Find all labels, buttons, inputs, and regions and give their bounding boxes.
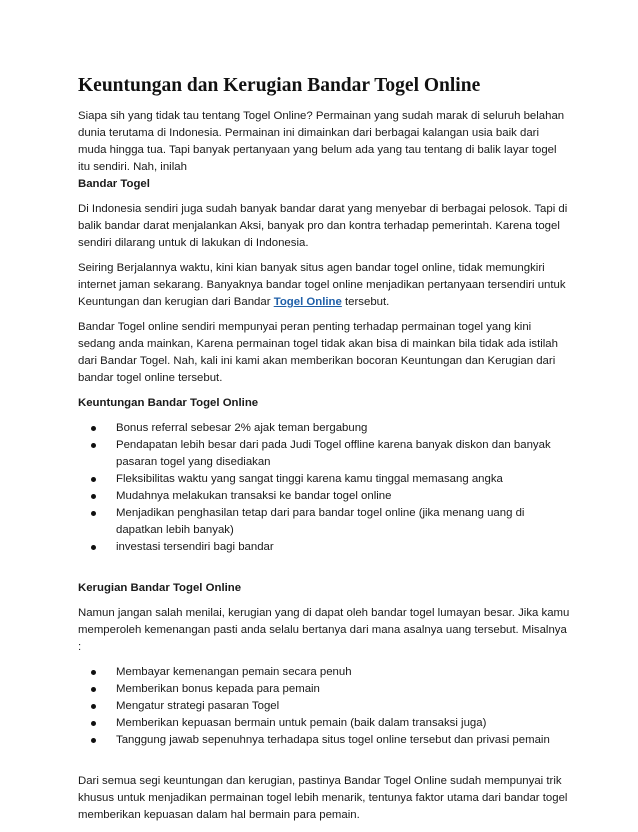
list-item: investasi tersendiri bagi bandar — [86, 539, 570, 556]
togel-online-link[interactable]: Togel Online — [273, 296, 342, 308]
list-item: Bonus referral sebesar 2% ajak teman bergabung — [86, 420, 570, 437]
paragraph-bandar-role: Bandar Togel online sendiri mempunyai peran penting terhadap permainan togel yang kini sedang anda mainkan, Karena permainan togel tidak akan bisa di mainkan bila tidak ada istilah dari Bandar Togel. Nah, kali ini kami akan memberikan bocoran Keuntungan dan Kerugian dari bandar togel online tersebut. — [78, 321, 558, 384]
spacer — [78, 757, 570, 773]
list-item: Mengatur strategi pasaran Togel — [86, 698, 570, 715]
spacer — [78, 564, 570, 580]
list-item: Menjadikan penghasilan tetap dari para bandar togel online (jika menang uang di dapatkan lebih banyak) — [86, 505, 570, 539]
paragraph-online-agents — [78, 260, 570, 311]
list-item: Pendapatan lebih besar dari pada Judi Togel offline karena banyak diskon dan banyak pasaran togel yang disediakan — [86, 437, 570, 471]
list-item: Memberikan kepuasan bermain untuk pemain (baik dalam transaksi juga) — [86, 715, 570, 732]
list-item: Memberikan bonus kepada para pemain — [86, 681, 570, 698]
page-title: Keuntungan dan Kerugian Bandar Togel Online — [78, 75, 481, 96]
document-page — [78, 74, 570, 832]
keuntungan-list — [78, 420, 570, 556]
list-item: Tanggung jawab sepenuhnya terhadapa situs togel online tersebut dan privasi pemain — [86, 732, 570, 749]
kerugian-list — [78, 664, 570, 749]
paragraph-online-agents-text: Seiring Berjalannya waktu, kini kian banyak situs agen bandar togel online, tidak memungkiri internet jaman sekarang. Banyaknya bandar togel online menjadikan pertanyaan tersendiri untuk Keuntungan dan kerugian dari Bandar — [78, 262, 566, 308]
kerugian-heading: Kerugian Bandar Togel Online — [78, 582, 242, 594]
keuntungan-heading: Keuntungan Bandar Togel Online — [78, 397, 259, 409]
paragraph-indonesia: Di Indonesia sendiri juga sudah banyak bandar darat yang menyebar di berbagai pelosok. Tapi di balik bandar darat menjalankan Aksi, banyak pro dan kontra terhadap pemerintah. Karena togel sendiri dilarang untuk di lakukan di Indonesia. — [78, 203, 568, 249]
list-item: Mudahnya melakukan transaksi ke bandar togel online — [86, 488, 570, 505]
list-item: Membayar kemenangan pemain secara penuh — [86, 664, 570, 681]
intro-paragraph — [78, 108, 570, 193]
conclusion-paragraph: Dari semua segi keuntungan dan kerugian, pastinya Bandar Togel Online sudah mempunyai trik khusus untuk menjadikan permainan togel lebih menarik, tentunya faktor utama dari bandar togel memberikan kepuasan dalam hal bermain para pemain. — [78, 775, 568, 821]
kerugian-intro: Namun jangan salah menilai, kerugian yang di dapat oleh bandar togel lumayan besar. Jika kamu memperoleh kemenangan pasti anda selalu bertanya dari mana asalnya uang tersebut. Misalnya : — [78, 607, 570, 653]
paragraph-online-agents-after: tersebut. — [345, 296, 390, 308]
intro-text: Siapa sih yang tidak tau tentang Togel Online? Permainan yang sudah marak di seluruh belahan dunia terutama di Indonesia. Permainan ini dimainkan dari berbagai kalangan usia baik dari muda hingga tua. Tapi banyak pertanyaan yang belum ada yang tau tentang di balik layar togel itu sendiri. Nah, inilah — [78, 110, 565, 173]
list-item: Fleksibilitas waktu yang sangat tinggi karena kamu tinggal memasang angka — [86, 471, 570, 488]
intro-bold-term: Bandar Togel — [78, 178, 150, 190]
